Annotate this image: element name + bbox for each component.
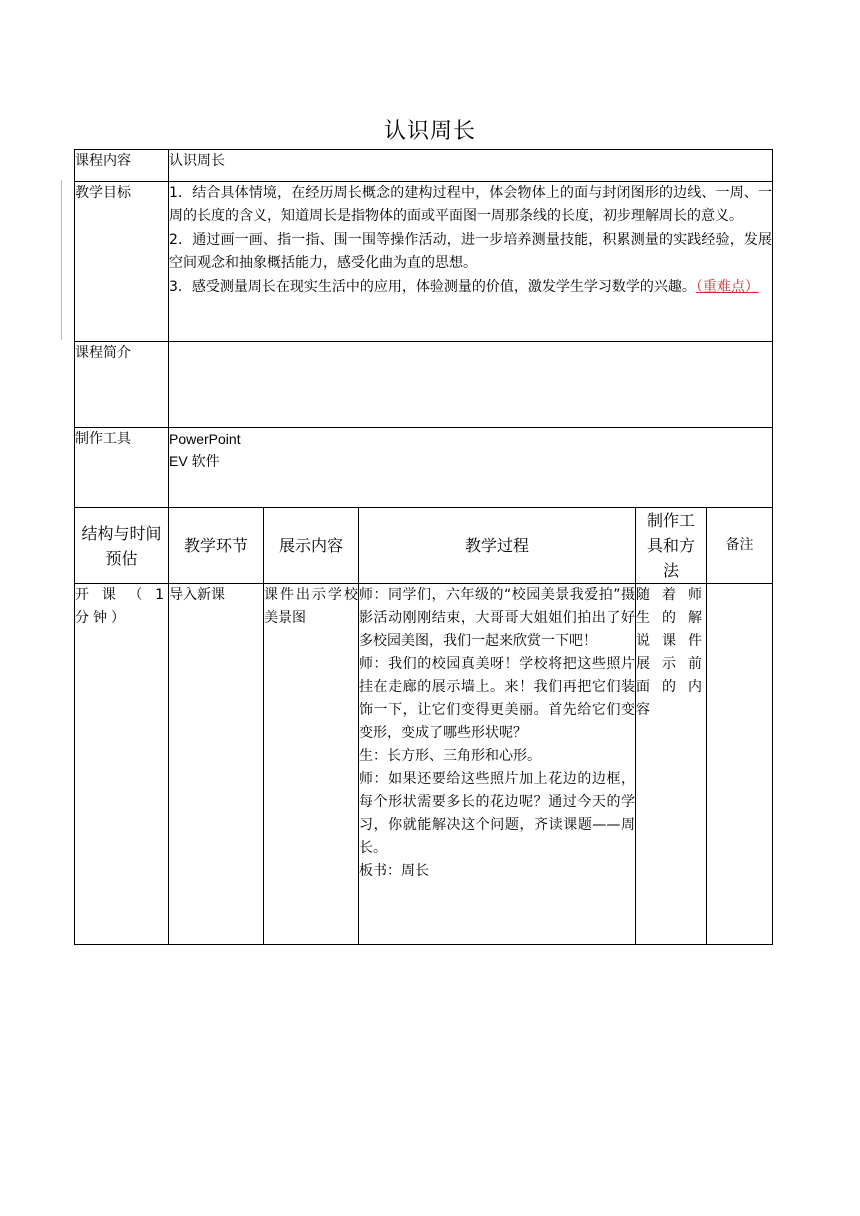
row-remarks — [707, 584, 773, 945]
teaching-goals-label: 教学目标 — [75, 182, 169, 342]
header-structure-time: 结构与时间预估 — [75, 508, 169, 584]
header-teaching-process: 教学过程 — [359, 508, 636, 584]
course-content-label: 课程内容 — [75, 150, 169, 182]
course-intro-row — [75, 342, 773, 428]
teaching-goals-content — [169, 182, 773, 342]
process-line-2: 师：我们的校园真美呀！学校将把这些照片挂在走廊的展示墙上。来！我们再把它们装饰一下，让它们变得更美丽。首先给它们变变形，变成了哪些形状呢？ — [359, 656, 635, 741]
goal-item-1: 1．结合具体情境，在经历周长概念的建构过程中，体会物体上的面与封闭图形的边线、一周、一周的长度的含义，知道周长是指物体的面或平面图一周那条线的长度，初步理解周长的意义。 — [169, 185, 772, 224]
row-tools-methods: 随着师生的解说课件展示前面的内容 — [636, 584, 707, 945]
course-content-row — [75, 150, 773, 182]
margin-mark — [61, 180, 62, 340]
process-line-1: 师：同学们，六年级的“校园美景我爱拍”摄影活动刚刚结束，大哥哥大姐姐们拍出了好多校园美图，我们一起来欣赏一下吧！ — [359, 587, 635, 649]
process-header-row — [75, 508, 773, 584]
process-table — [74, 507, 773, 945]
process-line-5: 板书：周长 — [359, 863, 429, 879]
process-line-3: 生：长方形、三角形和心形。 — [359, 748, 541, 764]
course-intro-value — [169, 342, 773, 428]
course-intro-label: 课程简介 — [75, 342, 169, 428]
teaching-goals-row — [75, 182, 773, 342]
goal-item-3 — [169, 276, 772, 299]
key-point-note: （重难点） — [695, 279, 759, 295]
course-content-value: 认识周长 — [169, 150, 773, 182]
tools-value — [169, 428, 773, 508]
goal-item-2: 2．通过画一画、指一指、围一围等操作活动，进一步培养测量技能，积累测量的实践经验，发展空间观念和抽象概括能力，感受化曲为直的思想。 — [169, 232, 772, 271]
process-row — [75, 584, 773, 945]
row-display-content: 课件出示学校美景图 — [264, 584, 359, 945]
document-title: 认识周长 — [383, 119, 476, 144]
tools-label: 制作工具 — [75, 428, 169, 508]
course-info-table — [74, 149, 773, 508]
row-teaching-stage: 导入新课 — [169, 584, 264, 945]
header-display-content: 展示内容 — [264, 508, 359, 584]
header-tools-methods: 制作工具和方法 — [636, 508, 707, 584]
row-structure-time: 开课（1 分钟） — [75, 584, 169, 945]
tool-line-2: EV 软件 — [169, 453, 220, 469]
row-teaching-process — [359, 584, 636, 945]
goal-item-3-text: 3．感受测量周长在现实生活中的应用，体验测量的价值，激发学生学习数学的兴趣。 — [169, 279, 696, 295]
tools-row — [75, 428, 773, 508]
process-line-4: 师：如果还要给这些照片加上花边的边框，每个形状需要多长的花边呢？通过今天的学习，你就能解决这个问题，齐读课题——周长。 — [359, 771, 635, 856]
header-teaching-stage: 教学环节 — [169, 508, 264, 584]
tool-line-1: PowerPoint — [169, 431, 241, 447]
header-remarks: 备注 — [707, 508, 773, 584]
